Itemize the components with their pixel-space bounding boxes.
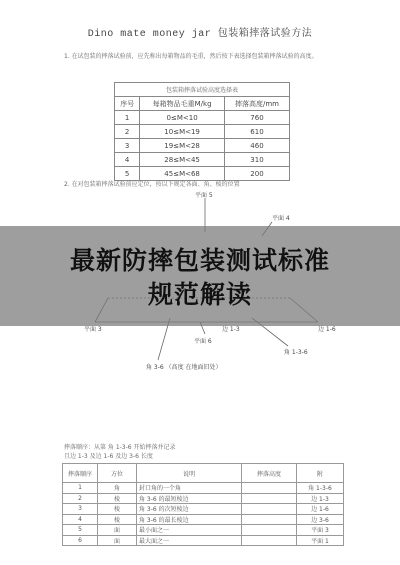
table-cell: 3: [63, 504, 98, 515]
table-cell: 4: [115, 153, 140, 167]
paragraph-intro: 1. 在试包装的摔落试验前，应先称出每箱物品的毛重，然后按下表选择包装箱摔落试验的高度。: [64, 53, 318, 60]
table-cell: 310: [224, 153, 289, 167]
headline-line-2: 规范解读: [147, 280, 252, 309]
label-face-5: 平面 5: [195, 192, 213, 199]
table-cell: 10≤M<19: [140, 125, 225, 139]
table-cell: [242, 514, 297, 525]
table-cell: 角 3-6 的最短棱边: [137, 493, 242, 504]
table-cell: 平面 3: [297, 525, 344, 536]
table-cell: 0≤M<10: [140, 111, 225, 125]
table-cell: 最大面之一: [137, 535, 242, 546]
table-cell: 角 3-6 的次短棱边: [137, 504, 242, 515]
table-header: 摔落高度/mm: [224, 97, 289, 111]
table-cell: [242, 483, 297, 494]
table-row: [63, 514, 344, 525]
headline-title: [0, 244, 400, 312]
table-cell: 边 1-6: [297, 504, 344, 515]
table-cell: 角 3-6 的最长棱边: [137, 514, 242, 525]
sequence-line-1: 摔落顺序：从第 角 1-3-6 开始摔落并记录: [64, 444, 176, 451]
table-cell: 3: [115, 139, 140, 153]
table-row: [63, 535, 344, 546]
sequence-line-2: 且边 1-3 及边 1-6 及边 3-6 长度: [64, 453, 153, 460]
label-corner-1-3-6: 角 1-3-6: [284, 349, 308, 356]
table-cell: 角 1-3-6: [297, 483, 344, 494]
table-cell: 棱: [98, 504, 137, 515]
table-cell: [242, 504, 297, 515]
label-edge-1-3: 边 1-3: [222, 326, 240, 333]
table-row: [63, 493, 344, 504]
table-cell: 4: [63, 514, 98, 525]
label-face-3: 平面 3: [84, 326, 102, 333]
table-header: 序号: [115, 97, 140, 111]
table-header: 方位: [98, 464, 137, 483]
headline-line-1: 最新防摔包装测试标准: [69, 246, 330, 275]
table-cell: 面: [98, 525, 137, 536]
paragraph-sequence: [64, 443, 314, 461]
table-cell: 2: [63, 493, 98, 504]
table-cell: [242, 535, 297, 546]
table-cell: 19≤M<28: [140, 139, 225, 153]
label-corner-3-6: 角 3-6 （髙度 在地面旧处）: [146, 364, 222, 371]
table-row: [63, 525, 344, 536]
label-edge-1-6: 边 1-6: [318, 326, 336, 333]
table-cell: 平面 1: [297, 535, 344, 546]
table-cell: 5: [63, 525, 98, 536]
table-header: 附: [297, 464, 344, 483]
table-cell: 1: [115, 111, 140, 125]
table-cell: 45≤M<68: [140, 167, 225, 181]
table-header: 每箱物品毛重M/kg: [140, 97, 225, 111]
table-caption: 包装箱摔落试验高度选择表: [115, 83, 290, 97]
table-cell: [242, 493, 297, 504]
table-cell: 1: [63, 483, 98, 494]
table-cell: 边 1-3: [297, 493, 344, 504]
paragraph-orientation: 2. 在对包装箱摔落试验前应定位，按以下规定各面、角、棱的位置: [64, 181, 240, 188]
table-cell: 边 3-6: [297, 514, 344, 525]
label-face-6: 平面 6: [194, 338, 212, 345]
table-header: 摔落顺序: [63, 464, 98, 483]
table-header: 摔落高度: [242, 464, 297, 483]
table-cell: 2: [115, 125, 140, 139]
table-cell: 棱: [98, 514, 137, 525]
table-cell: 5: [115, 167, 140, 181]
table-cell: 760: [224, 111, 289, 125]
table-cell: 200: [224, 167, 289, 181]
table-cell: 610: [224, 125, 289, 139]
table-cell: 6: [63, 535, 98, 546]
document-title: Dino mate money jar 包装箱摔落试验方法: [87, 29, 313, 40]
table-cell: 封口角的一个角: [137, 483, 242, 494]
table-cell: 460: [224, 139, 289, 153]
table-cell: 28≤M<45: [140, 153, 225, 167]
table-header: 说明: [137, 464, 242, 483]
drop-sequence-table: [62, 463, 344, 546]
label-face-4: 平面 4: [272, 215, 290, 222]
table-cell: 面: [98, 535, 137, 546]
table-row: [63, 504, 344, 515]
table-cell: 最小面之一: [137, 525, 242, 536]
table-cell: 棱: [98, 493, 137, 504]
table-cell: [242, 525, 297, 536]
table-cell: 角: [98, 483, 137, 494]
table-row: [63, 483, 344, 494]
